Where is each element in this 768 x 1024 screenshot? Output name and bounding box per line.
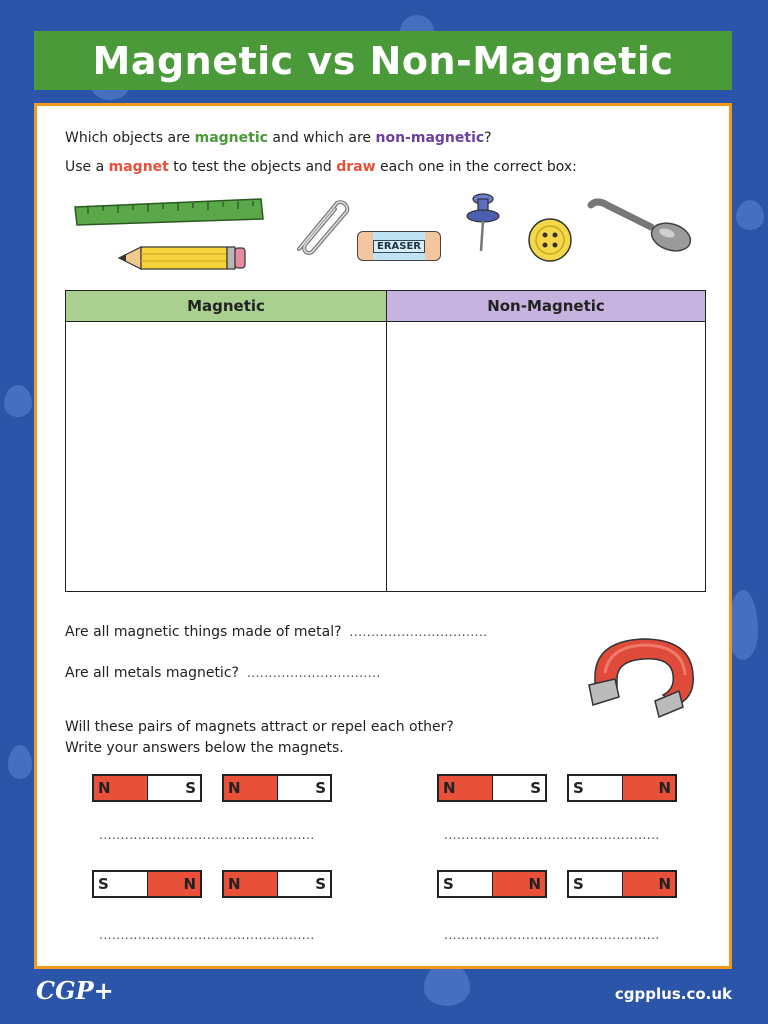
header-banner bbox=[34, 31, 732, 90]
pushpin-icon bbox=[461, 191, 505, 255]
pair-2-answer-line[interactable]: .................................................. bbox=[444, 828, 660, 842]
intro-line-2 bbox=[65, 159, 577, 175]
question-2 bbox=[65, 665, 381, 681]
south-pole: S bbox=[94, 872, 148, 896]
question-1 bbox=[65, 624, 488, 640]
intro-text: ? bbox=[484, 130, 492, 146]
bar-magnet bbox=[567, 774, 677, 802]
magnetic-word: magnetic bbox=[194, 130, 268, 146]
bar-magnet bbox=[437, 870, 547, 898]
button-icon bbox=[527, 217, 573, 263]
magnet-word: magnet bbox=[108, 159, 169, 175]
non-magnetic-header: Non-Magnetic bbox=[387, 291, 705, 322]
magnet-pair-1 bbox=[92, 774, 332, 802]
south-pole: S bbox=[148, 776, 201, 800]
intro-text: Use a bbox=[65, 159, 109, 175]
magnet-pair-4 bbox=[437, 870, 677, 898]
bar-magnet bbox=[222, 774, 332, 802]
objects-row bbox=[67, 191, 707, 281]
non-magnetic-drawing-box[interactable] bbox=[387, 322, 705, 591]
spoon-icon bbox=[587, 197, 697, 259]
magnetic-drawing-box[interactable] bbox=[66, 322, 387, 591]
north-pole: N bbox=[224, 776, 278, 800]
worksheet bbox=[34, 103, 732, 969]
north-pole: N bbox=[623, 872, 676, 896]
south-pole: S bbox=[278, 776, 331, 800]
bg-blob bbox=[8, 745, 32, 779]
intro-text: to test the objects and bbox=[168, 159, 337, 175]
sorting-table bbox=[65, 290, 706, 592]
eraser-label: ERASER bbox=[373, 240, 425, 253]
cgp-logo: CGP+ bbox=[36, 976, 114, 1005]
north-pole: N bbox=[94, 776, 148, 800]
answer-line-1[interactable]: ................................ bbox=[349, 625, 488, 639]
bar-magnet bbox=[92, 870, 202, 898]
pair-1-answer-line[interactable]: .................................................. bbox=[99, 828, 315, 842]
intro-text: and which are bbox=[267, 130, 376, 146]
footer-url[interactable]: cgpplus.co.uk bbox=[614, 985, 732, 1003]
south-pole: S bbox=[493, 776, 546, 800]
pairs-instruction-1: Will these pairs of magnets attract or repel each other? bbox=[65, 719, 454, 735]
north-pole: N bbox=[493, 872, 546, 896]
pencil-icon bbox=[117, 243, 247, 273]
magnet-pair-3 bbox=[92, 870, 332, 898]
question-2-text: Are all metals magnetic? bbox=[65, 665, 239, 681]
non-magnetic-word: non-magnetic bbox=[375, 130, 485, 146]
draw-word: draw bbox=[336, 159, 376, 175]
bar-magnet bbox=[567, 870, 677, 898]
intro-line-1 bbox=[65, 130, 492, 146]
north-pole: N bbox=[439, 776, 493, 800]
horseshoe-magnet-icon bbox=[585, 631, 703, 719]
intro-text: Which objects are bbox=[65, 130, 195, 146]
pairs-instruction-2: Write your answers below the magnets. bbox=[65, 740, 344, 756]
south-pole: S bbox=[278, 872, 331, 896]
intro-text: each one in the correct box: bbox=[375, 159, 577, 175]
north-pole: N bbox=[224, 872, 278, 896]
bar-magnet bbox=[222, 870, 332, 898]
ruler-icon bbox=[73, 197, 265, 227]
pair-4-answer-line[interactable]: .................................................. bbox=[444, 928, 660, 942]
paperclip-icon bbox=[289, 193, 353, 257]
south-pole: S bbox=[569, 872, 623, 896]
bar-magnet bbox=[437, 774, 547, 802]
bg-blob bbox=[4, 385, 32, 417]
magnet-pair-2 bbox=[437, 774, 677, 802]
north-pole: N bbox=[623, 776, 676, 800]
pair-3-answer-line[interactable]: .................................................. bbox=[99, 928, 315, 942]
page-title: Magnetic vs Non-Magnetic bbox=[92, 38, 674, 83]
magnetic-header: Magnetic bbox=[66, 291, 387, 322]
question-1-text: Are all magnetic things made of metal? bbox=[65, 624, 342, 640]
bar-magnet bbox=[92, 774, 202, 802]
bg-blob bbox=[728, 590, 758, 660]
eraser-icon bbox=[357, 231, 441, 261]
south-pole: S bbox=[569, 776, 623, 800]
south-pole: S bbox=[439, 872, 493, 896]
answer-line-2[interactable]: ............................... bbox=[246, 666, 381, 680]
bg-blob bbox=[736, 200, 764, 230]
north-pole: N bbox=[148, 872, 201, 896]
